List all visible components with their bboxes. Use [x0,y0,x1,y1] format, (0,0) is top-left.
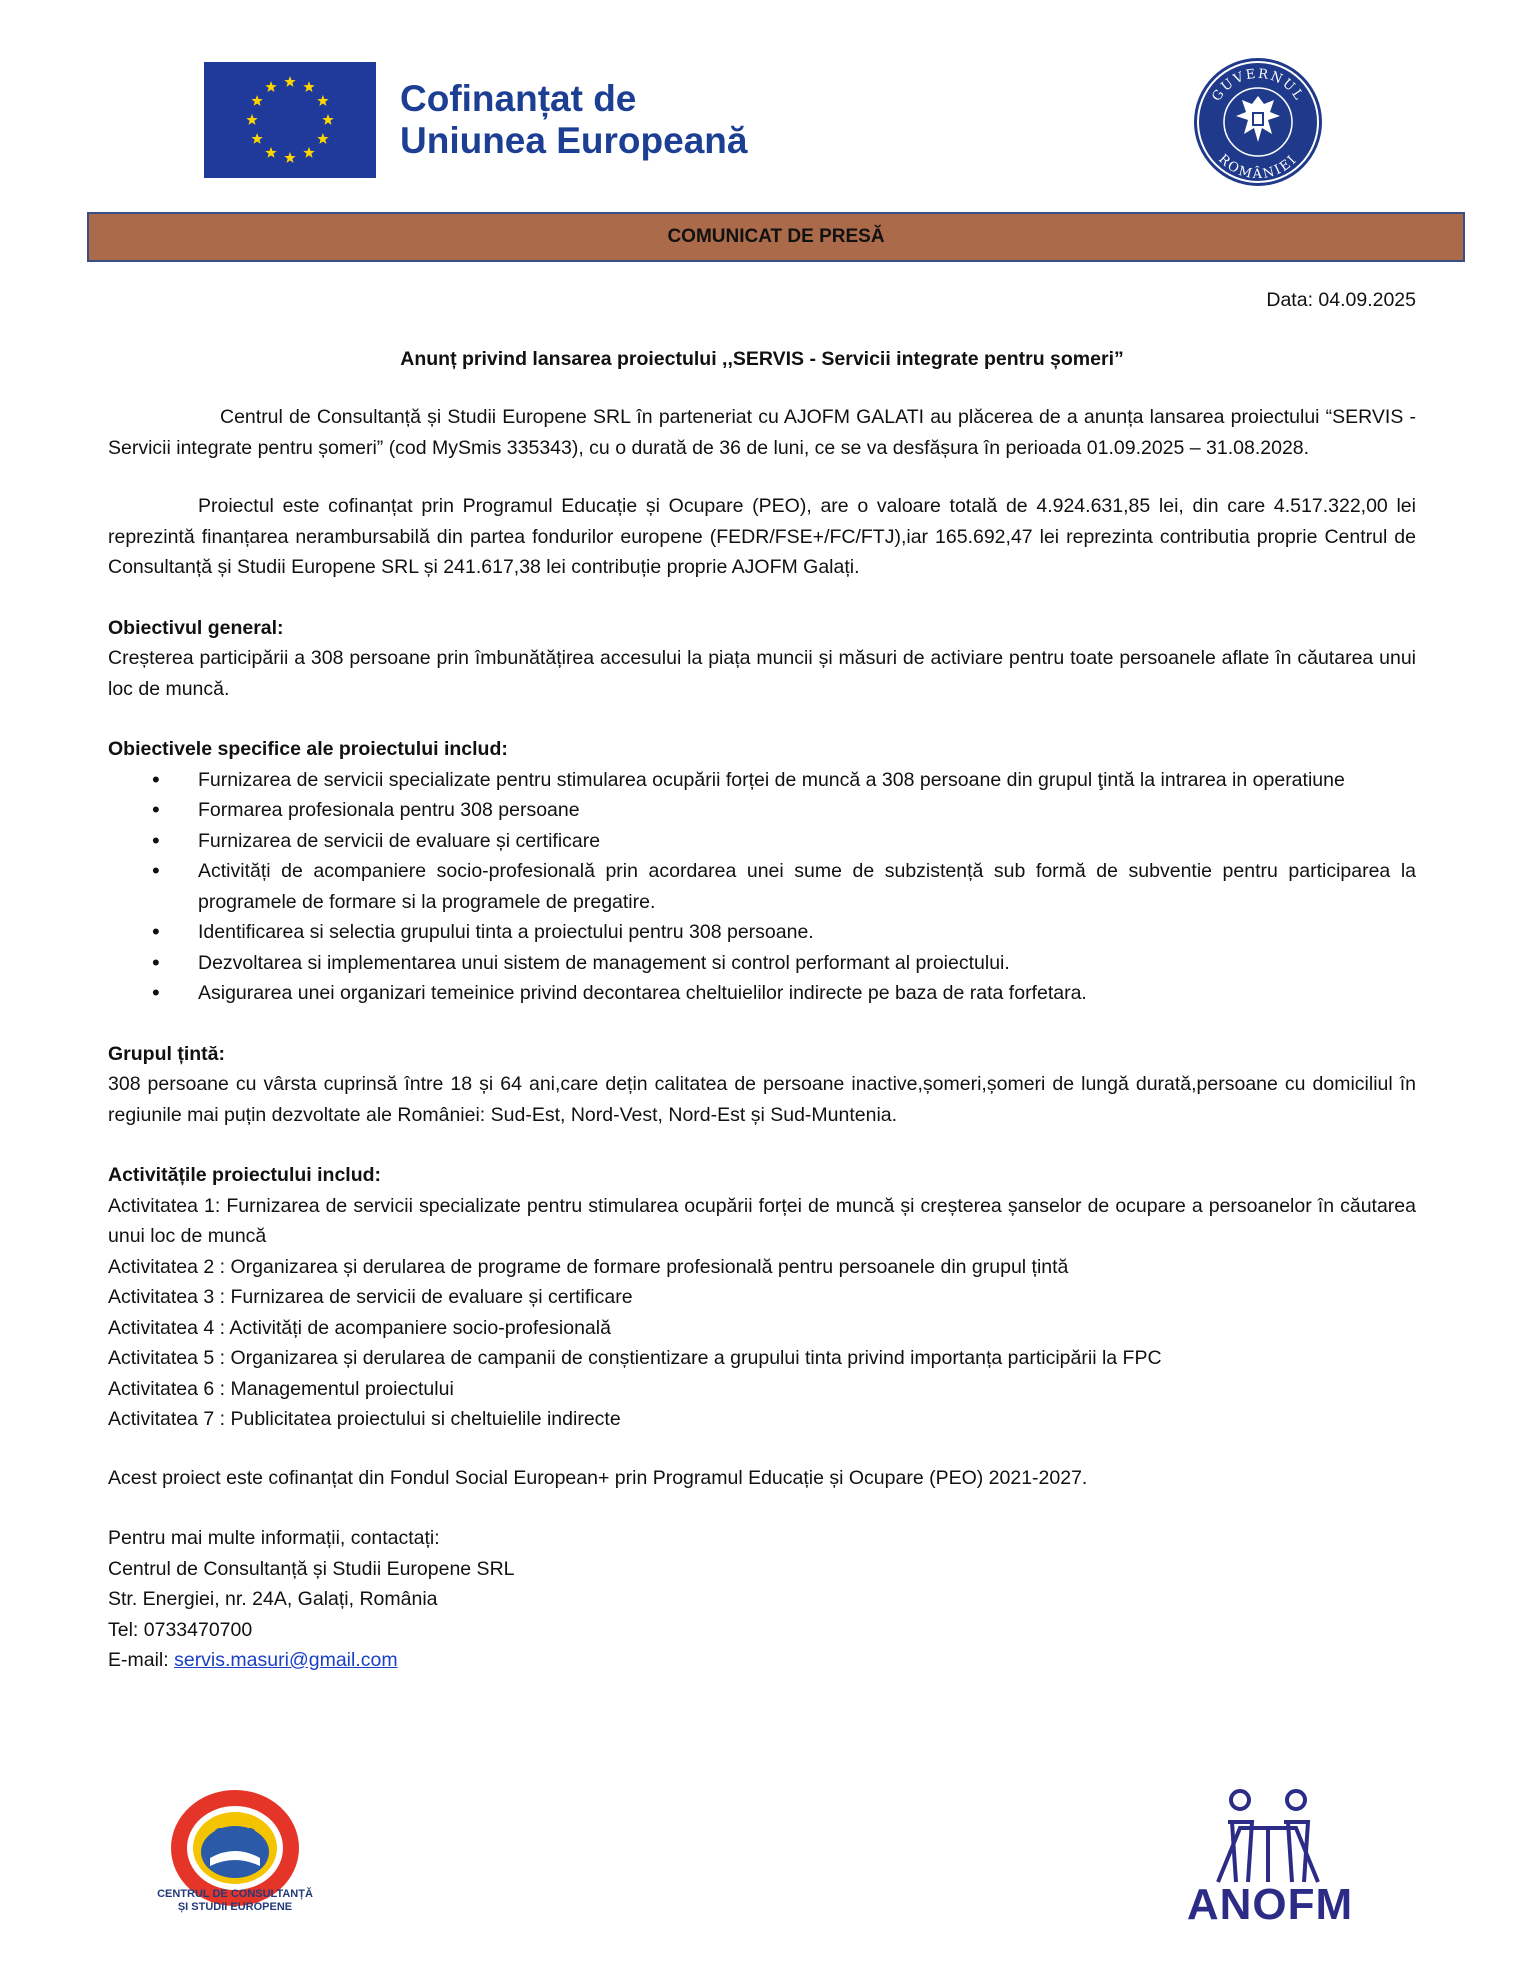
activity-item: Activitatea 1: Furnizarea de servicii specializate pentru stimularea ocupării forței de muncă și creșterea șanselor de ocupare a persoanelor în căutarea unui loc de muncă [108,1194,1416,1247]
contact-email-link[interactable]: servis.masuri@gmail.com [174,1649,398,1671]
target-group-text: 308 persoane cu vârsta cuprinsă între 18 și 64 ani,care dețin calitatea de persoane inactive,șomeri,șomeri de lungă durată,persoane cu domiciliul în regiunile mai puțin dezvoltate ale României: Sud-Est, Nord-Vest, Nord-Est și Sud-Muntenia. [108,1073,1416,1126]
list-item: • Formarea profesionala pentru 308 persoane [108,795,1416,826]
activity-item: Activitatea 6 : Managementul proiectului [108,1377,454,1400]
eu-flag-icon [204,62,376,178]
contact-intro: Pentru mai multe informații, contactați: [108,1527,440,1549]
funding-paragraph: Proiectul este cofinanțat prin Programul Educație și Ocupare (PEO), are o valoare totală de 4.924.631,85 lei, din care 4.517.322,00 lei reprezintă finanțarea nerambursabilă din partea fondurilor europene (FEDR/FSE+/FC/FTJ),iar 165.692,47 lei reprezinta contributia proprie Centrul de Consultanță și Studii Europene SRL și 241.617,38 lei contribuție proprie AJOFM Galați. [108,495,1416,578]
contact-email-line [108,1645,1416,1676]
eu-cofinancing-logo [204,62,747,178]
svg-text:GUVERNUL: GUVERNUL [1209,66,1307,105]
activity-item: Activitatea 7 : Publicitatea proiectului si cheltuielile indirecte [108,1408,621,1430]
list-item: • Identificarea si selectia grupului tinta a proiectului pentru 308 persoane. [108,917,1416,948]
specific-objectives-list [108,765,1416,1009]
list-item: • Dezvoltarea si implementarea unui sistem de management si control performant al proiectului. [108,948,1416,979]
eu-text-line-1: Cofinanțat de [400,78,637,119]
contact-phone: Tel: 0733470700 [108,1618,253,1641]
contact-email-label: E-mail: [108,1649,175,1671]
contact-organization: Centrul de Consultanță și Studii Europene SRL [108,1557,515,1580]
eu-text-line-2: Uniunea Europeană [400,120,748,161]
announcement-title: Anunț privind lansarea proiectului ,,SERVIS - Servicii integrate pentru șomeri” [400,347,1124,370]
release-date: Data: 04.09.2025 [1266,289,1416,311]
press-release-body [108,285,1416,1676]
general-objective-title: Obiectivul general: [108,616,284,639]
activity-item: Activitatea 4 : Activități de acompaniere socio-profesională [108,1316,611,1339]
ccse-name-line-2: ȘI STUDII EUROPENE [177,1901,293,1913]
list-item: • Asigurarea unei organizari temeinice privind decontarea cheltuielilor indirecte pe baza de rata forfetara. [108,978,1416,1009]
target-group-title: Grupul țintă: [108,1042,225,1065]
activity-item: Activitatea 5 : Organizarea și derularea de campanii de conștientizare a grupului tinta privind importanța participării la FPC [108,1347,1162,1369]
list-item: • Furnizarea de servicii specializate pentru stimularea ocupării forței de muncă a 308 persoane din grupul ţintă la intrarea in operatiune [108,765,1416,796]
activity-item: Activitatea 2 : Organizarea și derularea de programe de formare profesională pentru persoanele din grupul țintă [108,1255,1069,1278]
press-release-banner [87,212,1465,262]
intro-paragraph: Centrul de Consultanță și Studii Europene SRL în parteneriat cu AJOFM GALATI au plăcerea de a anunța lansarea proiectului “SERVIS - Servicii integrate pentru șomeri” (cod MySmis 335343), cu o durată de 36 de luni, ce se va desfășura în perioada 01.09.2025 – 31.08.2028. [108,406,1416,459]
svg-text:ROMÂNIEI: ROMÂNIEI [1215,151,1301,183]
specific-objectives-title: Obiectivele specifice ale proiectului includ: [108,738,508,760]
ccse-name [120,1888,350,1914]
eu-cofinancing-text [400,78,747,162]
general-objective-text: Creșterea participării a 308 persoane prin îmbunătățirea accesului la piața muncii și măsuri de activiare pentru toate persoanele aflate în căutarea unui loc de muncă. [108,647,1416,700]
contact-block [108,1523,1416,1676]
activities-list [108,1191,1416,1435]
contact-address: Str. Energiei, nr. 24A, Galați, România [108,1588,438,1610]
closing-statement: Acest proiect este cofinanțat din Fondul Social European+ prin Programul Educație și Ocupare (PEO) 2021-2027. [108,1466,1088,1489]
anofm-wordmark: ANOFM [1186,1880,1354,1929]
activity-item: Activitatea 3 : Furnizarea de servicii de evaluare și certificare [108,1286,633,1308]
banner-title: COMUNICAT DE PRESĂ [667,226,885,247]
guvernul-romaniei-seal-icon [1192,56,1324,188]
list-item: • Furnizarea de servicii de evaluare și certificare [108,826,1416,857]
ccse-name-line-1: CENTRUL DE CONSULTANȚĂ [157,1888,313,1900]
activities-title: Activitățile proiectului includ: [108,1164,382,1186]
list-item: • Activități de acompaniere socio-profesională prin acordarea unei sume de subzistență sub formă de subventie pentru participarea la programele de formare si la programele de pregatire. [108,856,1416,917]
